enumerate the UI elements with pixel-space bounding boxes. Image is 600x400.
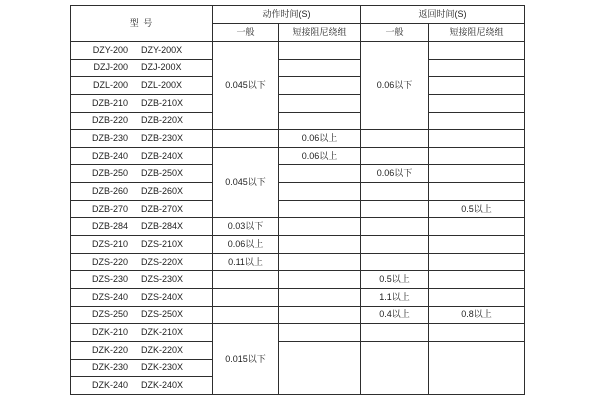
return-general-cell bbox=[361, 324, 429, 342]
model-name: DZY-200 bbox=[92, 44, 128, 55]
model-name: DZB-260 bbox=[91, 185, 128, 196]
table-header bbox=[71, 6, 525, 42]
return-damping-cell bbox=[429, 341, 525, 394]
action-damping-cell: 0.06以上 bbox=[279, 147, 361, 165]
model-name: DZB-230 bbox=[91, 133, 128, 144]
return-general-cell bbox=[361, 183, 429, 201]
return-damping-cell bbox=[429, 42, 525, 60]
model-name-x: DZB-220X bbox=[140, 115, 184, 126]
return-general-cell bbox=[361, 200, 429, 218]
return-general-cell bbox=[361, 236, 429, 254]
action-damping-cell bbox=[279, 94, 361, 112]
action-general-cell bbox=[213, 271, 279, 289]
header-row-1 bbox=[71, 6, 525, 24]
model-name-x: DZB-210X bbox=[140, 97, 184, 108]
model-name-x: DZS-240X bbox=[140, 291, 184, 302]
model-name: DZB-270 bbox=[91, 203, 128, 214]
model-name: DZB-284 bbox=[91, 221, 128, 232]
table-row bbox=[71, 183, 525, 201]
model-name-x: DZS-250X bbox=[140, 309, 184, 320]
model-name: DZK-210 bbox=[91, 327, 128, 338]
header-return-damping: 短接阻尼绕组 bbox=[429, 24, 525, 42]
return-damping-cell bbox=[429, 183, 525, 201]
table-row bbox=[71, 165, 525, 183]
action-damping-cell bbox=[279, 236, 361, 254]
table-row bbox=[71, 59, 525, 77]
action-damping-cell bbox=[279, 59, 361, 77]
action-damping-cell bbox=[279, 288, 361, 306]
action-damping-cell bbox=[279, 165, 361, 183]
model-cell bbox=[71, 130, 213, 148]
return-general-cell: 0.5以上 bbox=[361, 271, 429, 289]
header-action-general: 一般 bbox=[213, 24, 279, 42]
model-name: DZB-210 bbox=[91, 97, 128, 108]
table-row bbox=[71, 77, 525, 95]
model-cell bbox=[71, 165, 213, 183]
table-row bbox=[71, 288, 525, 306]
table-row bbox=[71, 341, 525, 359]
return-damping-cell bbox=[429, 218, 525, 236]
action-general-cell: 0.015以下 bbox=[213, 324, 279, 395]
return-damping-cell bbox=[429, 77, 525, 95]
table-row bbox=[71, 200, 525, 218]
model-name-x: DZK-240X bbox=[140, 379, 184, 390]
model-cell bbox=[71, 218, 213, 236]
model-name: DZL-200 bbox=[92, 80, 128, 91]
table-row bbox=[71, 94, 525, 112]
return-general-cell bbox=[361, 341, 429, 394]
return-damping-cell bbox=[429, 324, 525, 342]
model-name: DZS-240 bbox=[91, 291, 128, 302]
model-cell bbox=[71, 306, 213, 324]
return-damping-cell bbox=[429, 130, 525, 148]
model-name: DZJ-200 bbox=[93, 62, 128, 73]
model-cell bbox=[71, 236, 213, 254]
action-damping-cell bbox=[279, 112, 361, 130]
action-damping-cell bbox=[279, 183, 361, 201]
model-name-x: DZB-260X bbox=[140, 185, 184, 196]
table-row bbox=[71, 42, 525, 60]
model-cell bbox=[71, 324, 213, 342]
model-cell bbox=[71, 359, 213, 377]
model-name-x: DZK-210X bbox=[140, 327, 184, 338]
return-general-cell: 0.06以下 bbox=[361, 165, 429, 183]
return-damping-cell bbox=[429, 147, 525, 165]
return-general-cell: 1.1以上 bbox=[361, 288, 429, 306]
model-cell bbox=[71, 147, 213, 165]
action-general-cell: 0.045以下 bbox=[213, 42, 279, 130]
action-damping-cell bbox=[279, 77, 361, 95]
return-general-cell: 0.4以上 bbox=[361, 306, 429, 324]
model-name: DZK-240 bbox=[91, 379, 128, 390]
model-cell bbox=[71, 341, 213, 359]
action-general-cell: 0.045以下 bbox=[213, 147, 279, 218]
model-cell bbox=[71, 42, 213, 60]
model-cell bbox=[71, 271, 213, 289]
action-general-cell: 0.03以下 bbox=[213, 218, 279, 236]
model-name-x: DZB-240X bbox=[140, 150, 184, 161]
model-name-x: DZB-230X bbox=[140, 133, 184, 144]
return-damping-cell bbox=[429, 236, 525, 254]
action-general-cell bbox=[213, 306, 279, 324]
model-name-x: DZJ-200X bbox=[141, 62, 182, 73]
model-name: DZS-220 bbox=[91, 256, 128, 267]
model-name-x: DZB-250X bbox=[140, 168, 184, 179]
return-damping-cell bbox=[429, 112, 525, 130]
return-general-cell bbox=[361, 130, 429, 148]
table-row bbox=[71, 112, 525, 130]
return-general-cell: 0.06以下 bbox=[361, 42, 429, 130]
action-damping-cell bbox=[279, 200, 361, 218]
model-cell bbox=[71, 288, 213, 306]
action-general-cell: 0.06以上 bbox=[213, 236, 279, 254]
table-row bbox=[71, 253, 525, 271]
model-name-x: DZS-210X bbox=[140, 238, 184, 249]
header-action-damping: 短接阻尼绕组 bbox=[279, 24, 361, 42]
model-name: DZB-220 bbox=[91, 115, 128, 126]
table-body bbox=[71, 42, 525, 395]
action-general-cell: 0.11以上 bbox=[213, 253, 279, 271]
model-cell bbox=[71, 253, 213, 271]
model-name: DZS-250 bbox=[91, 309, 128, 320]
model-name-x: DZY-200X bbox=[140, 44, 183, 55]
model-name: DZS-210 bbox=[91, 238, 128, 249]
model-cell bbox=[71, 377, 213, 395]
table-row bbox=[71, 236, 525, 254]
model-cell bbox=[71, 94, 213, 112]
action-damping-cell: 0.06以上 bbox=[279, 130, 361, 148]
model-cell bbox=[71, 77, 213, 95]
relay-spec-table-container bbox=[70, 5, 525, 395]
model-name: DZK-220 bbox=[91, 344, 128, 355]
model-name-x: DZL-200X bbox=[140, 80, 183, 91]
model-name: DZB-240 bbox=[91, 150, 128, 161]
return-damping-cell: 0.5以上 bbox=[429, 200, 525, 218]
action-damping-cell bbox=[279, 324, 361, 342]
return-damping-cell bbox=[429, 253, 525, 271]
header-model: 型 号 bbox=[71, 6, 213, 42]
model-name: DZB-250 bbox=[91, 168, 128, 179]
model-name-x: DZS-220X bbox=[140, 256, 184, 267]
model-name-x: DZS-230X bbox=[140, 274, 184, 285]
model-name-x: DZK-220X bbox=[140, 344, 184, 355]
header-return-general: 一般 bbox=[361, 24, 429, 42]
model-cell bbox=[71, 183, 213, 201]
return-general-cell bbox=[361, 147, 429, 165]
table-row bbox=[71, 271, 525, 289]
action-damping-cell bbox=[279, 218, 361, 236]
return-damping-cell bbox=[429, 165, 525, 183]
action-damping-cell bbox=[279, 253, 361, 271]
return-damping-cell bbox=[429, 59, 525, 77]
model-name-x: DZK-230X bbox=[140, 362, 184, 373]
model-cell bbox=[71, 112, 213, 130]
model-name: DZK-230 bbox=[91, 362, 128, 373]
relay-spec-table bbox=[70, 5, 525, 395]
action-damping-cell bbox=[279, 271, 361, 289]
table-row bbox=[71, 218, 525, 236]
return-damping-cell: 0.8以上 bbox=[429, 306, 525, 324]
table-row bbox=[71, 306, 525, 324]
action-damping-cell bbox=[279, 306, 361, 324]
table-row bbox=[71, 147, 525, 165]
header-return-time: 返回时间(S) bbox=[361, 6, 525, 24]
return-damping-cell bbox=[429, 94, 525, 112]
action-damping-cell bbox=[279, 42, 361, 60]
model-cell bbox=[71, 200, 213, 218]
action-general-cell bbox=[213, 130, 279, 148]
model-cell bbox=[71, 59, 213, 77]
model-name-x: DZB-284X bbox=[140, 221, 184, 232]
return-damping-cell bbox=[429, 271, 525, 289]
model-name: DZS-230 bbox=[91, 274, 128, 285]
model-name-x: DZB-270X bbox=[140, 203, 184, 214]
action-damping-cell bbox=[279, 341, 361, 394]
return-damping-cell bbox=[429, 288, 525, 306]
return-general-cell bbox=[361, 218, 429, 236]
table-row bbox=[71, 324, 525, 342]
table-row bbox=[71, 130, 525, 148]
header-action-time: 动作时间(S) bbox=[213, 6, 361, 24]
return-general-cell bbox=[361, 253, 429, 271]
action-general-cell bbox=[213, 288, 279, 306]
